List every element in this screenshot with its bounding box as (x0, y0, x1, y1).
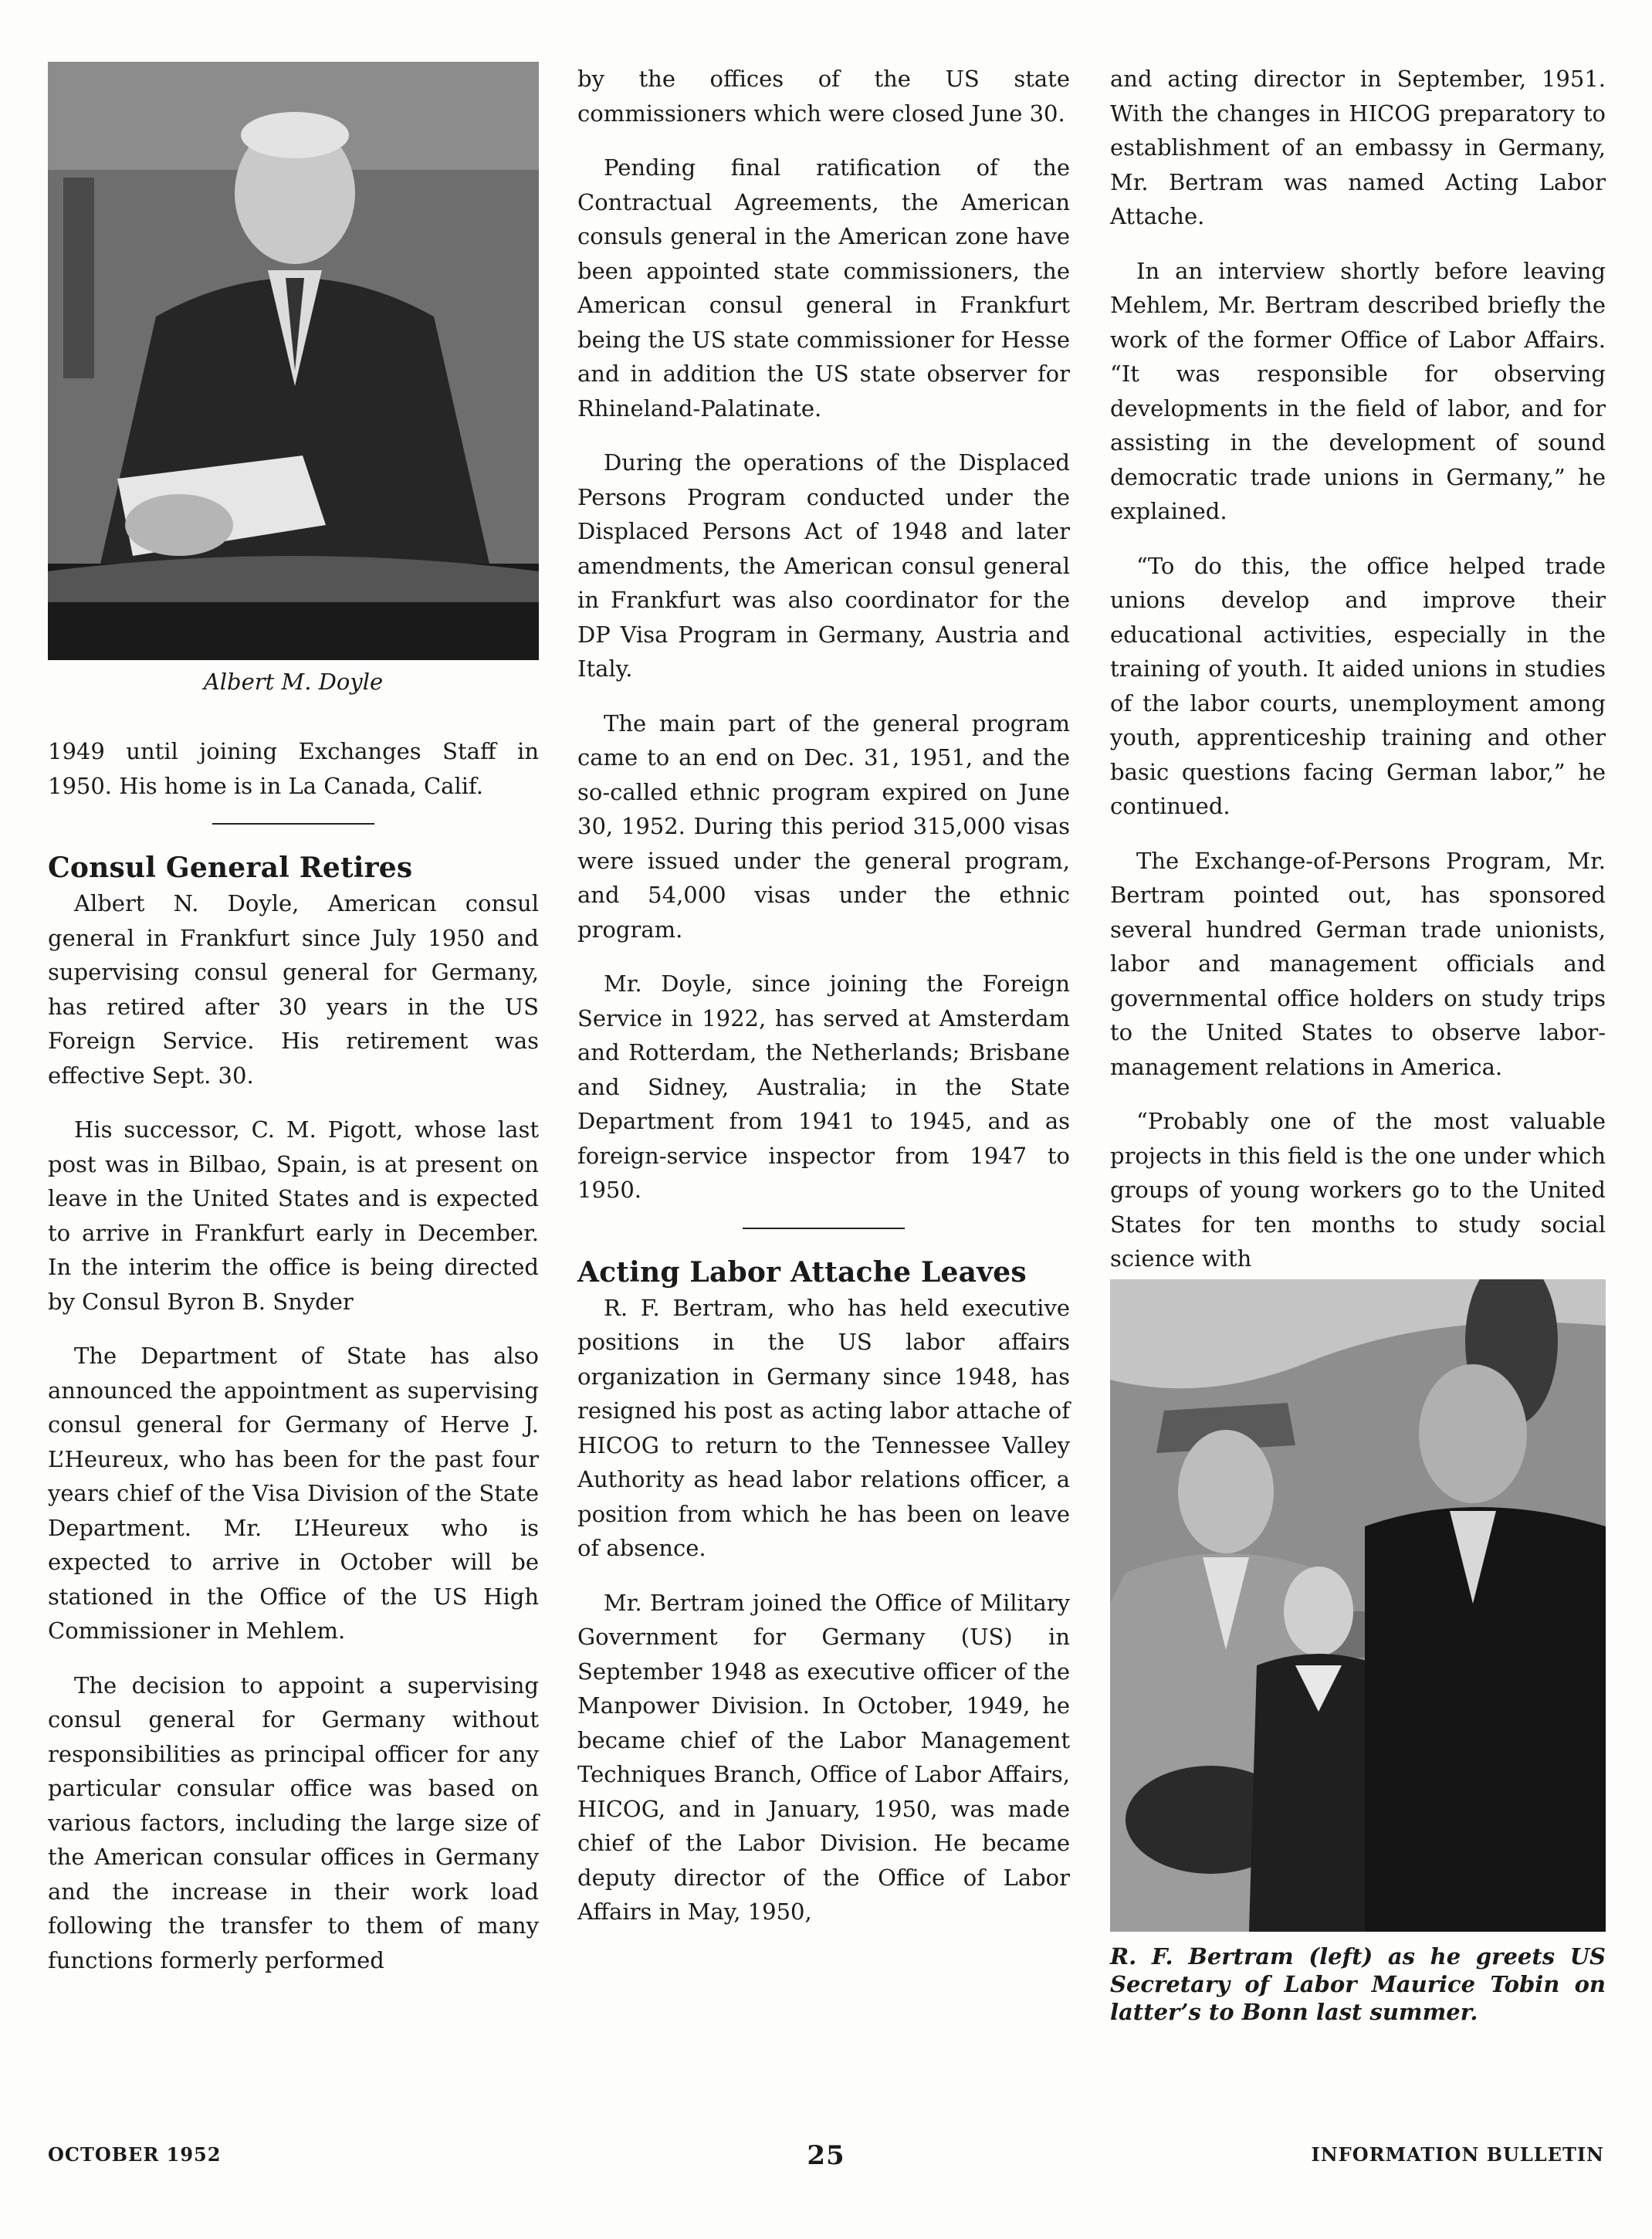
labor-attache-heading: Acting Labor Attache Leaves (577, 1255, 1027, 1289)
doyle-photo (48, 62, 539, 660)
paragraph: Mr. Bertram joined the Office of Military Government for Germany (US) in September 1948 as executive officer of the Manpower Division. In October, 1949, he became chief of the Labor Management Techniques Branch, Office of Labor Affairs, HICOG, and in January, 1950, was made chief of the Labor Division. He became deputy director of the Office of Labor Affairs in May, 1950, (577, 1589, 1070, 1925)
paragraph: The Department of State has also announced the appointment as supervising consul general for Germany of Herve J. L’Heureux, who has been for the past four years chief of the Visa Division of the State Department. Mr. L’Heureux who is expected to arrive in October will be stationed in the Office of the US High Commissioner in Mehlem. (48, 1343, 539, 1644)
paragraph: During the operations of the Displaced Persons Program conducted under the Displaced Persons Act of 1948 and later amendments, the American consul general in Frankfurt was also coordinator for the DP Visa Program in Germany, Austria and Italy. (577, 449, 1070, 682)
paragraph: The main part of the general program came to an end on Dec. 31, 1951, and the so-called ethnic program expired on June 30, 1952. During this period 315,000 visas were issued under the general program, and 54,000 visas under the ethnic program. (577, 710, 1070, 943)
paragraph: R. F. Bertram, who has held executive positions in the US labor affairs organization in Germany since 1948, has resigned his post as acting labor attache of HICOG to return to the Tennessee Valley Authority as head labor relations officer, a position from which he has been on leave of absence. (577, 1294, 1070, 1561)
paragraph: The decision to appoint a supervising consul general for Germany without responsibilities as principal officer for any particular consular office was based on various factors, including the large size of the American consular offices in Germany and the increase in their work load following the transfer to them of many functions formerly performed (48, 1672, 539, 1973)
page-number: 25 (807, 2140, 845, 2171)
issue-date: OCTOBER 1952 (48, 2143, 222, 2166)
paragraph: The Exchange-of-Persons Program, Mr. Bertram pointed out, has sponsored several hundred German trade unionists, labor and management officials and governmental office holders on study trips to the United States to observe labor-management relations in America. (1110, 847, 1606, 1080)
paragraph: His successor, C. M. Pigott, whose last post was in Bilbao, Spain, is at present on leave in the United States and is expected to arrive in Frankfurt early in December. In the interim the office is being directed by Consul Byron B. Snyder (48, 1116, 539, 1315)
column-3 (1110, 62, 1606, 2026)
column-2 (577, 62, 1070, 1949)
paragraph-continued: and acting director in September, 1951. With the changes in HICOG preparatory to establishment of an embassy in Germany, Mr. Bertram was named Acting Labor Attache. (1110, 66, 1606, 229)
bertram-photo-illustration (1110, 1279, 1606, 1932)
section-divider (212, 823, 374, 825)
doyle-photo-illustration (48, 62, 539, 660)
paragraph: Mr. Doyle, since joining the Foreign Service in 1922, has served at Amsterdam and Rotterdam, the Netherlands; Brisbane and Sidney, Australia; in the State Department from 1941 to 1945, and as foreign-service inspector from 1947 to 1950. (577, 970, 1070, 1203)
paragraph: Albert N. Doyle, American consul general in Frankfurt since July 1950 and supervising consul general for Germany, has retired after 30 years in the US Foreign Service. His retirement was effective Sept. 30. (48, 890, 539, 1089)
bertram-photo-caption: R. F. Bertram (left) as he greets US Secretary of Labor Maurice Tobin on latter’s to Bonn last summer. (1110, 1943, 1606, 2025)
consul-general-heading: Consul General Retires (48, 852, 413, 884)
column-1 (48, 62, 539, 1997)
paragraph: “Probably one of the most valuable projects in this field is the one under which groups of young workers go to the United States for ten months to study social science with (1110, 1108, 1606, 1272)
doyle-photo-caption: Albert M. Doyle (203, 669, 384, 695)
paragraph: “To do this, the office helped trade unions develop and improve their educational activities, especially in the training of youth. It aided unions in studies of the labor courts, unemployment among youth, apprenticeship training and other basic questions facing German labor,” he continued. (1110, 552, 1606, 819)
section-divider (743, 1228, 905, 1229)
paragraph: Pending final ratification of the Contractual Agreements, the American consuls general in the American zone have been appointed state commissioners, the American consul general in Frankfurt being the US state commissioner for Hesse and in addition the US state observer for Rhineland-Palatinate. (577, 154, 1070, 422)
publication-name: INFORMATION BULLETIN (1311, 2143, 1604, 2166)
paragraph-continued: by the offices of the US state commissioners which were closed June 30. (577, 66, 1070, 127)
article-continuation: 1949 until joining Exchanges Staff in 1950. His home is in La Canada, Calif. (48, 738, 539, 799)
paragraph: In an interview shortly before leaving Mehlem, Mr. Bertram described briefly the work of the former Office of Labor Affairs. “It was responsible for observing developments in the field of labor, and for assisting in the development of sound democratic trade unions in Germany,” he explained. (1110, 257, 1606, 524)
bertram-photo (1110, 1279, 1606, 1932)
